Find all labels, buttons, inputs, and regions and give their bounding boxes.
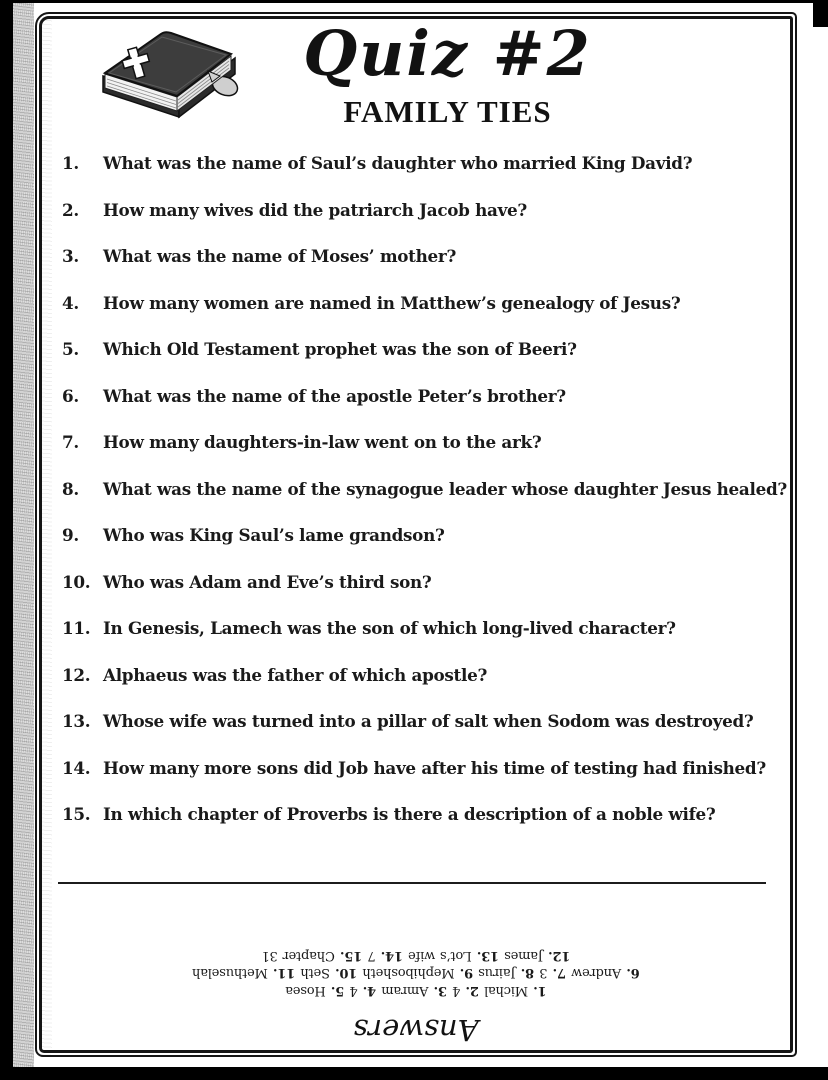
answer-number: 7.: [547, 965, 572, 981]
answer-text: Chapter 31: [261, 948, 335, 963]
question-number: 14.: [62, 757, 91, 778]
answer-text: Hosea: [285, 983, 326, 998]
question-text: Who was Adam and Eve’s third son?: [103, 571, 432, 592]
answer-text: Amram: [381, 983, 429, 998]
answer-text: Seth: [300, 965, 330, 981]
answer-number: 4.: [357, 983, 382, 998]
answer-number: 10.: [329, 965, 363, 981]
question-text: What was the name of Moses’ mother?: [103, 246, 456, 266]
question-text: Alphaeus was the father of which apostle?: [103, 664, 487, 685]
question-item: [62, 478, 792, 525]
question-number: 9.: [62, 525, 79, 545]
question-text: How many daughters-in-law went on to the ark?: [103, 432, 542, 452]
question-text: Which Old Testament prophet was the son of Beeri?: [103, 339, 577, 359]
question-item: [62, 803, 792, 850]
question-item: [62, 385, 792, 432]
question-number: 1.: [62, 153, 79, 173]
question-item: [62, 617, 792, 664]
question-number: 8.: [62, 478, 79, 499]
question-text: In Genesis, Lamech was the son of which long-lived character?: [103, 618, 676, 638]
answer-text: 4: [349, 983, 358, 998]
answer-text: Lot’s wife: [408, 948, 472, 963]
question-item: [62, 571, 792, 618]
question-text: Who was King Saul’s lame grandson?: [103, 525, 445, 545]
answer-number: 1.: [528, 983, 547, 998]
question-item: [62, 664, 792, 711]
question-number: 12.: [62, 664, 91, 685]
scan-noise-edge: [13, 3, 34, 1067]
question-number: 6.: [62, 385, 79, 406]
question-text: What was the name of the apostle Peter’s brother?: [103, 385, 566, 406]
question-number: 15.: [62, 804, 91, 824]
answer-number: 13.: [471, 948, 505, 963]
answer-number: 12.: [543, 948, 571, 963]
question-text: How many wives did the patriarch Jacob have?: [103, 199, 527, 220]
answers-lines: [35, 947, 797, 1000]
question-number: 2.: [62, 199, 79, 220]
answer-text: 3: [539, 965, 548, 981]
answers-divider-line: [58, 882, 766, 884]
answer-text: 4: [452, 983, 461, 998]
question-number: 3.: [62, 246, 79, 266]
answer-number: 2.: [460, 983, 485, 998]
answer-text: Jairus: [478, 965, 516, 981]
question-text: Whose wife was turned into a pillar of salt when Sodom was destroyed?: [103, 711, 754, 731]
question-item: [62, 431, 792, 478]
questions-list: [62, 152, 792, 850]
question-item: [62, 338, 792, 385]
question-item: [62, 292, 792, 339]
answer-number: 11.: [267, 965, 301, 981]
question-number: 11.: [62, 618, 91, 638]
scan-corner-artifact: [813, 0, 828, 27]
question-text: How many more sons did Job have after his time of testing had finished?: [103, 757, 766, 778]
answer-text: Michal: [484, 983, 529, 998]
question-text: What was the name of Saul’s daughter who married King David?: [103, 153, 693, 173]
question-number: 7.: [62, 432, 79, 452]
answer-number: 15.: [334, 948, 368, 963]
quiz-subtitle: FAMILY TIES: [343, 94, 552, 129]
answer-number: 9.: [454, 965, 479, 981]
question-text: In which chapter of Proverbs is there a description of a noble wife?: [103, 804, 716, 824]
question-item: [62, 524, 792, 571]
question-number: 4.: [62, 292, 79, 313]
question-item: [62, 710, 792, 757]
answer-line: [35, 982, 797, 1000]
answer-number: 14.: [375, 948, 409, 963]
question-item: [62, 757, 792, 804]
answers-section: [35, 916, 797, 1052]
answers-title: Answers: [353, 1013, 479, 1047]
question-number: 13.: [62, 711, 91, 731]
question-item: [62, 199, 792, 246]
answer-text: Methuselah: [192, 965, 268, 981]
question-number: 5.: [62, 339, 79, 359]
answer-number: 8.: [515, 965, 540, 981]
question-item: [62, 152, 792, 199]
question-item: [62, 245, 792, 292]
answer-line: [35, 947, 797, 965]
question-text: How many women are named in Matthew’s genealogy of Jesus?: [103, 292, 681, 313]
answer-text: 7: [367, 948, 376, 963]
answer-line: [35, 964, 797, 982]
bible-book-icon: [92, 24, 242, 122]
answer-number: 3.: [428, 983, 453, 998]
answer-text: James: [504, 948, 544, 963]
question-text: What was the name of the synagogue leader whose daughter Jesus healed?: [103, 478, 787, 499]
quiz-title: Quiz #2: [303, 17, 592, 90]
answer-text: Andrew: [571, 965, 622, 981]
answer-number: 5.: [325, 983, 350, 998]
question-number: 10.: [62, 571, 91, 592]
answer-text: Mephibosheth: [362, 965, 455, 981]
answer-number: 6.: [621, 965, 640, 981]
